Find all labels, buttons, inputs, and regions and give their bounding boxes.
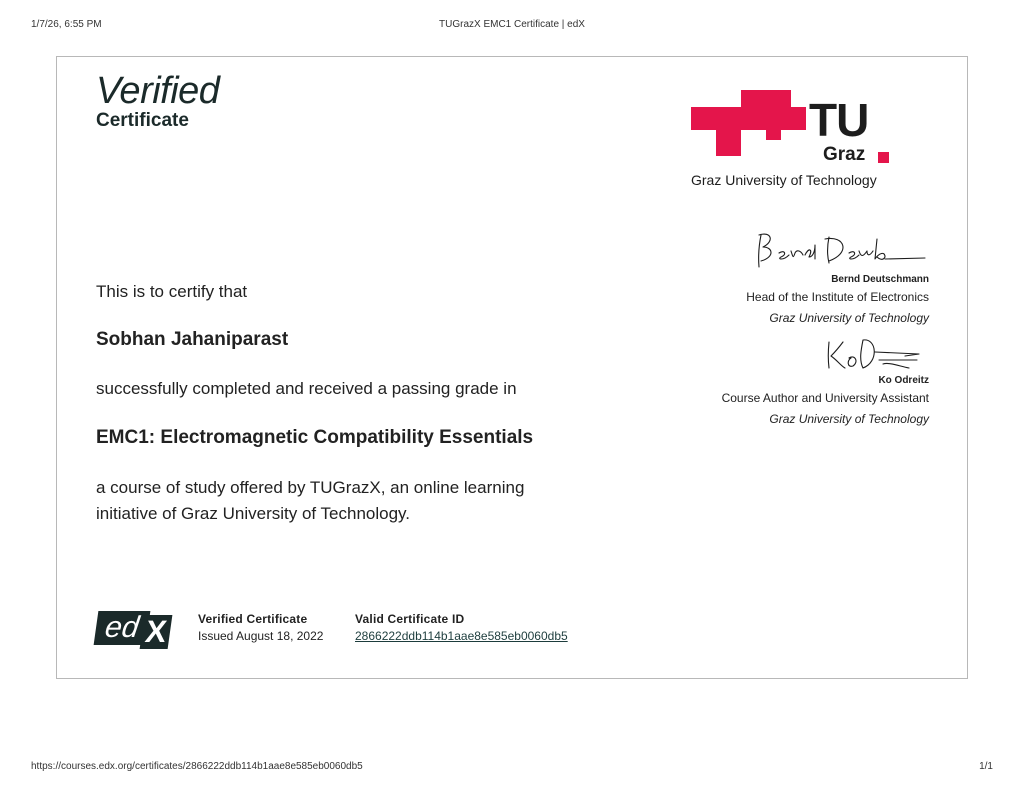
signatory-1-title: Head of the Institute of Electronics [746, 290, 929, 304]
signatory-2 [722, 334, 929, 430]
verified-certificate-brand [96, 71, 219, 132]
signatory-2-title: Course Author and University Assistant [721, 391, 929, 405]
print-footer [0, 761, 1024, 775]
print-page-title: TUGrazX EMC1 Certificate | edX [439, 19, 585, 30]
institution-name: Graz University of Technology [691, 172, 877, 188]
completion-line: successfully completed and received a passing grade in [96, 379, 517, 398]
signatory-2-organization: Graz University of Technology [769, 412, 929, 426]
certificate-id-block [355, 611, 568, 645]
edx-logo-x: X [140, 615, 173, 649]
signatory-1 [746, 227, 929, 329]
edx-logo [96, 607, 171, 653]
signature-1-icon [749, 227, 929, 273]
recipient-name: Sobhan Jahaniparast [96, 329, 289, 350]
offered-by-text [96, 475, 616, 527]
print-datetime: 1/7/26, 6:55 PM [31, 19, 102, 30]
tu-graz-logo [691, 90, 901, 190]
certificate [56, 56, 968, 679]
offered-line-2: initiative of Graz University of Technology. [96, 504, 411, 523]
brand-certificate: Certificate [96, 110, 189, 131]
certificate-id-link[interactable]: 2866222ddb114b1aae8e585eb0060db5 [355, 629, 568, 643]
graz-logo-text: Graz [823, 144, 866, 165]
certificate-type-label: Verified Certificate [198, 612, 308, 626]
tu-graz-logo-mark-icon [691, 90, 809, 165]
signatory-1-name: Bernd Deutschmann [831, 274, 929, 285]
signatory-2-name: Ko Odreitz [878, 375, 929, 386]
edx-logo-ed: ed [94, 611, 151, 645]
certificate-type-block [198, 611, 323, 645]
brand-verified: Verified [96, 70, 220, 112]
course-title: EMC1: Electromagnetic Compatibility Essentials [96, 427, 534, 448]
signatory-1-organization: Graz University of Technology [769, 311, 929, 325]
print-header [0, 19, 1024, 33]
certify-line: This is to certify that [96, 282, 248, 301]
offered-line-1: a course of study offered by TUGrazX, an online learning [96, 478, 525, 497]
print-page-number: 1/1 [979, 761, 993, 772]
tu-logo-text: TU [809, 94, 869, 146]
issued-date: Issued August 18, 2022 [198, 629, 324, 643]
signature-2-icon [819, 334, 929, 374]
certificate-id-label: Valid Certificate ID [355, 612, 465, 626]
graz-logo-dot [878, 152, 889, 163]
print-url: https://courses.edx.org/certificates/2866222ddb114b1aae8e585eb0060db5 [31, 761, 363, 772]
